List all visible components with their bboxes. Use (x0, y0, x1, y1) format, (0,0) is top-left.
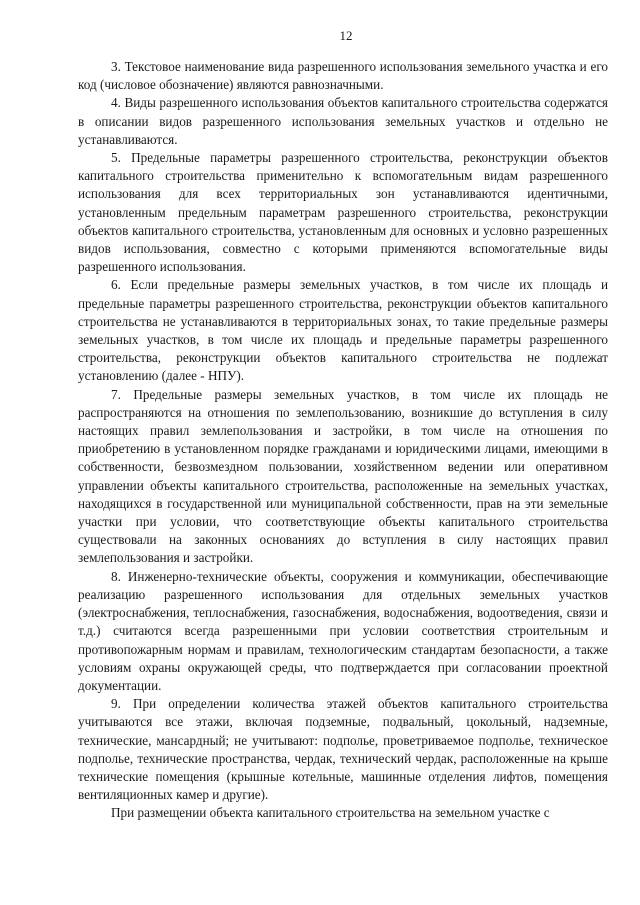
paragraph-9: 9. При определении количества этажей объектов капитального строительства учитываются все этажи, включая подземные, подвальный, цокольный, надземные, технические, мансардный; не учитывают: подполье, проветриваемое подполье, техническое подполье, технические пространства, чердак, технический чердак, расположенные на крыше технические помещения (крышные котельные, машинные отделения лифтов, помещения вентиляционных камер и другие). (78, 696, 608, 803)
paragraph-4: 4. Виды разрешенного использования объектов капитального строительства содержатся в описании видов разрешенного использования земельных участков и отдельно не устанавливаются. (78, 95, 608, 147)
document-body (78, 58, 608, 823)
paragraph-6: 6. Если предельные размеры земельных участков, в том числе их площадь и предельные параметры разрешенного строительства, реконструкции объектов капитального строительства не устанавливаются в территориальных зонах, то такие предельные размеры земельных участков, в том числе их площадь и предельные параметры разрешенного строительства, реконструкции объектов капитального строительства не подлежат установлению (далее - НПУ). (78, 277, 608, 384)
paragraph-continuation: При размещении объекта капитального строительства на земельном участке с (111, 805, 550, 821)
paragraph-5: 5. Предельные параметры разрешенного строительства, реконструкции объектов капитального строительства применительно к вспомогательным видам разрешенного использования для всех территориальных зон устанавливаются идентичными, установленным предельным параметрам разрешенного строительства, реконструкции объектов капитального строительства, установленным для основных и условно разрешенных видов использования, совместно с которыми применяются вспомогательные виды разрешенного использования. (78, 150, 608, 275)
paragraph-3: 3. Текстовое наименование вида разрешенного использования земельного участка и его код (числовое обозначение) являются равнозначными. (78, 59, 608, 93)
page-number: 12 (339, 28, 353, 43)
paragraph-8: 8. Инженерно-технические объекты, сооружения и коммуникации, обеспечивающие реализацию разрешенного использования для отдельных земельных участков (электроснабжения, теплоснабжения, газоснабжения, водоснабжения, водоотведения, связи и т.д.) считаются всегда разрешенными при условии соответствия строительным и противопожарным нормам и правилам, технологическим стандартам безопасности, а также условиям охраны окружающей среды, что подтверждается при согласовании проектной документации. (78, 568, 608, 693)
paragraph-7: 7. Предельные размеры земельных участков, в том числе их площадь не распространяются на отношения по землепользованию, возникшие до вступления в силу настоящих правил землепользования и застройки, в том числе на отношения по приобретению в установленном порядке гражданами и юридическими лицами, имеющими в собственности, безвозмездном пользовании, хозяйственном ведении или оперативном управлении объекты капитального строительства, расположенные на земельных участках, находящихся в государственной или муниципальной собственности, прав на эти земельные участки при условии, что соответствующие объекты капитального строительства существовали на законных основаниях до вступления в силу настоящих правил землепользования и застройки. (78, 386, 608, 566)
